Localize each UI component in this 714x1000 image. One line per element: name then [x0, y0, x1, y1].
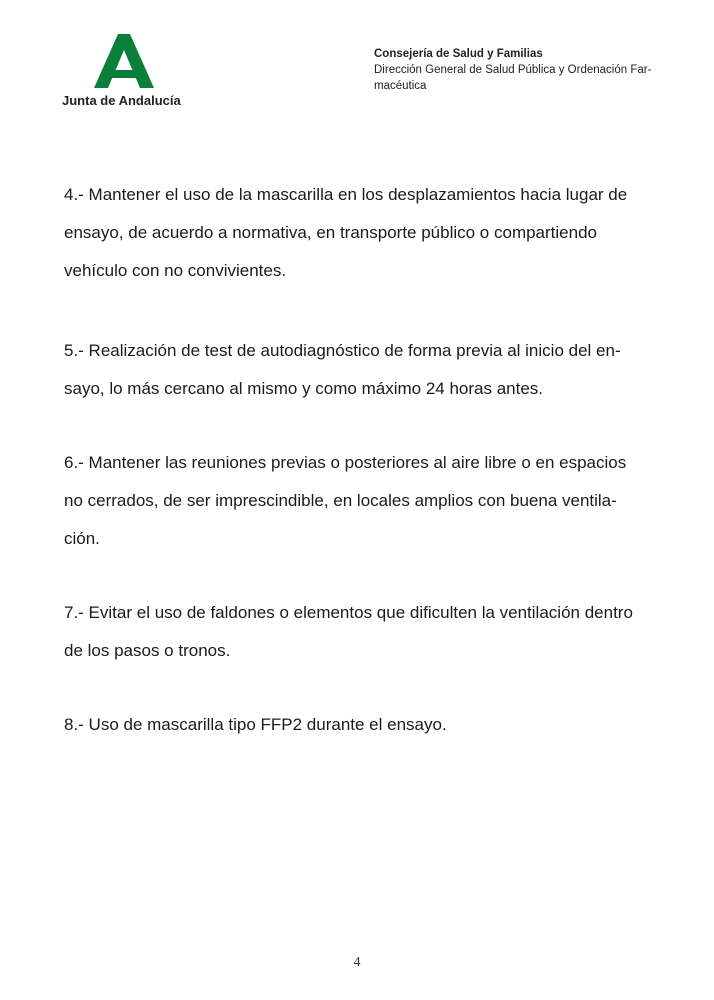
paragraph-item-5: [64, 332, 660, 408]
paragraph-line: 7.- Evitar el uso de faldones o elementos que dificulten la ventilación dentro: [64, 603, 633, 622]
directorate-line-1: Dirección General de Salud Pública y Ordenación Far-: [374, 64, 652, 76]
paragraph-line: 5.- Realización de test de autodiagnóstico de forma previa al inicio del en-: [64, 341, 621, 360]
paragraph-line: 6.- Mantener las reuniones previas o posteriores al aire libre o en espacios: [64, 453, 627, 472]
paragraph-line: no cerrados, de ser imprescindible, en locales amplios con buena ventila-: [64, 491, 617, 510]
directorate-line-2: macéutica: [374, 80, 427, 92]
paragraph-item-7: [64, 594, 660, 670]
page-number: 4: [353, 955, 361, 970]
paragraph-item-8: [64, 706, 660, 744]
paragraph-line: de los pasos o tronos.: [64, 641, 231, 660]
org-logo: [62, 34, 192, 114]
org-name: Junta de Andalucía: [62, 93, 181, 108]
paragraph-line: 4.- Mantener el uso de la mascarilla en los desplazamientos hacia lugar de: [64, 185, 628, 204]
document-body: [64, 176, 660, 744]
paragraph-item-4: [64, 176, 660, 290]
paragraph-line: ensayo, de acuerdo a normativa, en transporte público o compartiendo: [64, 223, 597, 242]
paragraph-line: vehículo con no convivientes.: [64, 261, 287, 280]
department-name: Consejería de Salud y Familias: [374, 48, 543, 60]
paragraph-line: sayo, lo más cercano al mismo y como máximo 24 horas antes.: [64, 379, 544, 398]
header-department-block: [374, 46, 674, 94]
paragraph-line: ción.: [64, 529, 100, 548]
paragraph-item-6: [64, 444, 660, 558]
junta-andalucia-logo-icon: [94, 34, 154, 88]
paragraph-line: 8.- Uso de mascarilla tipo FFP2 durante el ensayo.: [64, 715, 447, 734]
